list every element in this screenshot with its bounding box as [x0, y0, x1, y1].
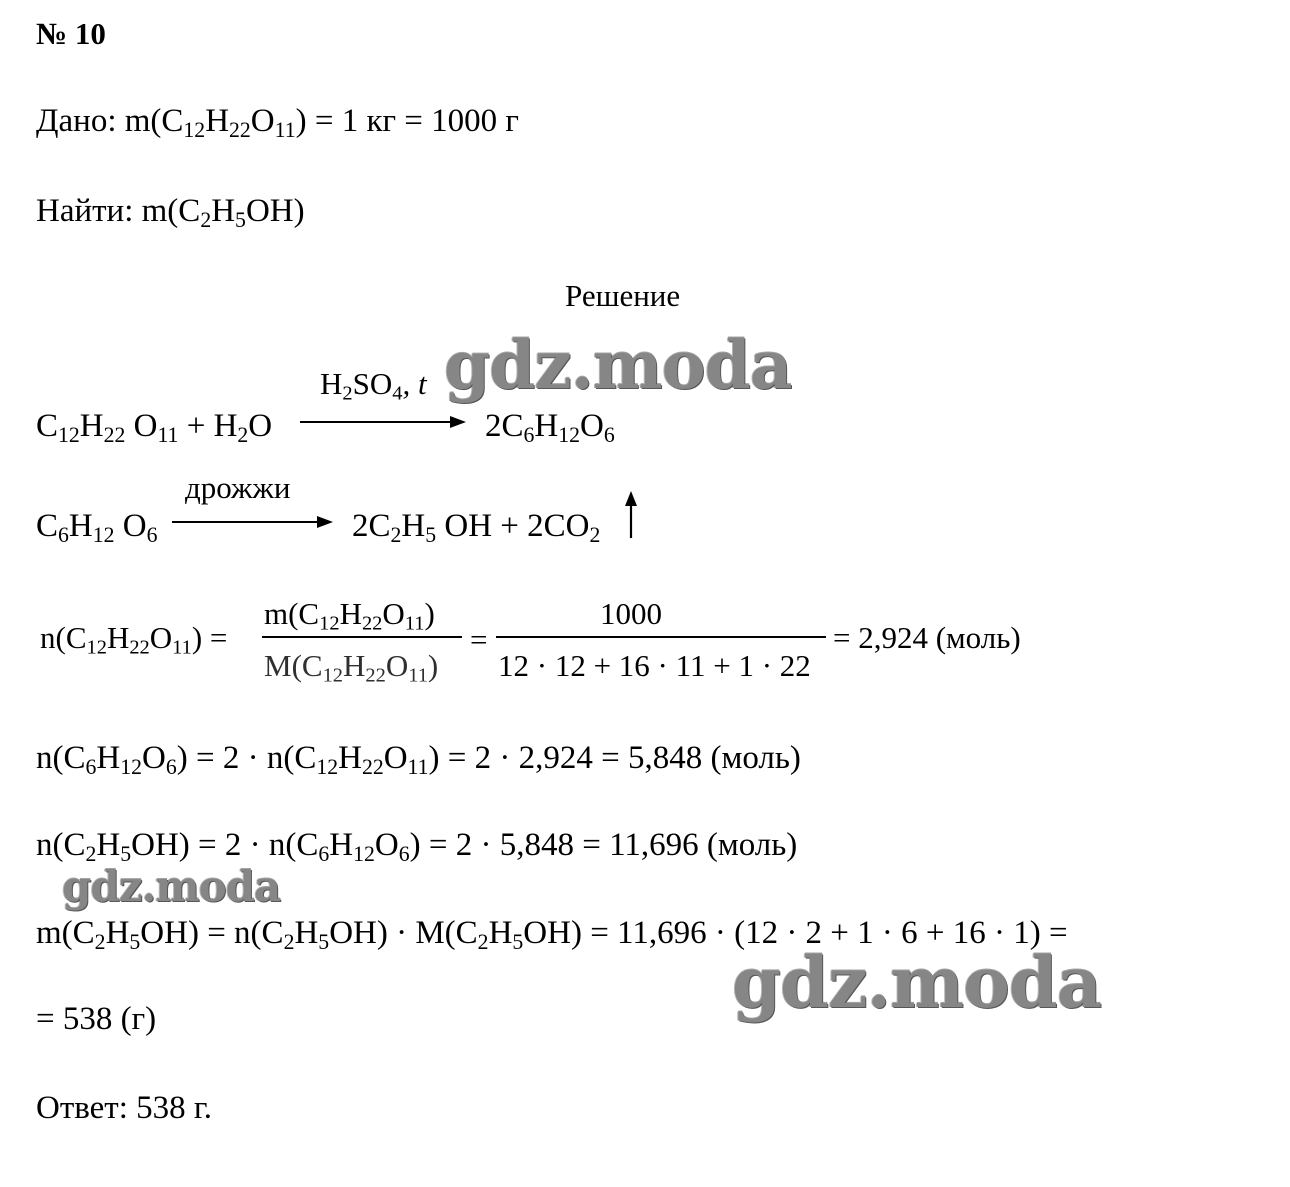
formula-part: n(C: [40, 620, 87, 655]
subscript: 2: [200, 208, 212, 233]
subscript: 12: [86, 636, 107, 659]
formula-part: H: [338, 740, 362, 776]
reaction1-condition: [320, 368, 427, 404]
calc4-continuation: = 538 (г): [36, 1001, 157, 1037]
formula-part: H: [488, 915, 513, 951]
formula-part: 2C: [352, 508, 391, 544]
watermark: gdz.moda: [62, 862, 281, 911]
formula-part: H: [401, 508, 426, 544]
formula-part: O: [125, 408, 158, 444]
subscript: 12: [92, 523, 115, 548]
calc1-denominator: [264, 650, 438, 686]
subscript: 5: [120, 842, 132, 867]
answer-line: Ответ: 538 г.: [36, 1090, 212, 1126]
formula-part: ) = 2 · n(C: [176, 740, 317, 776]
subscript: 5: [425, 523, 437, 548]
formula-part: H: [105, 915, 130, 951]
formula-part: H: [339, 596, 362, 631]
formula-part: H: [106, 620, 130, 655]
subscript: 12: [319, 612, 340, 635]
reaction1-lhs: [36, 410, 272, 447]
reaction2-lhs: [36, 510, 158, 547]
formula-part: C: [36, 508, 59, 544]
given-value: ) = 1 кг = 1000 г: [295, 103, 519, 139]
calc1-equals: =: [470, 622, 488, 657]
reaction2-arrow-icon: [172, 512, 337, 532]
subscript: 6: [165, 755, 177, 780]
reaction2-condition: дрожжи: [185, 470, 291, 505]
formula-part: 2C: [485, 408, 524, 444]
fraction-bar: [262, 636, 462, 638]
subscript: 12: [316, 755, 339, 780]
formula-part: m(C: [36, 915, 95, 951]
subscript: 12: [558, 423, 581, 448]
watermark: gdz.moda: [444, 326, 792, 404]
find-line: [36, 195, 305, 232]
calc1-result: = 2,924 (моль): [833, 620, 1021, 655]
fraction-bar: [496, 636, 826, 638]
calc1-denominator2: 12 · 12 + 16 · 11 + 1 · 22: [498, 648, 811, 683]
find-formula-part: m(C: [141, 193, 201, 229]
given-line: [36, 105, 519, 142]
subscript: 22: [103, 423, 126, 448]
subscript: 11: [408, 664, 428, 687]
formula-part: n(C: [36, 827, 86, 863]
watermark: gdz.moda: [732, 941, 1102, 1024]
subscript: 22: [229, 118, 251, 143]
condition-part: , t: [402, 366, 427, 401]
calc1-numerator2: 1000: [600, 596, 662, 631]
formula-part: H: [96, 740, 121, 776]
subscript: 12: [120, 755, 142, 780]
formula-part: O: [149, 620, 173, 655]
calc1-lhs: [40, 622, 227, 658]
subscript: 5: [512, 930, 524, 955]
formula-part: O: [385, 648, 409, 683]
subscript: 6: [146, 523, 158, 548]
subscript: 2: [283, 930, 295, 955]
formula-part: ): [427, 648, 439, 683]
subscript: 6: [398, 842, 410, 867]
formula-part: OH) · M(C: [329, 915, 478, 951]
formula-part: O: [580, 408, 604, 444]
calc1-numerator: [264, 598, 435, 634]
formula-part: OH) = 11,696 · (12 · 2 + 1 · 6 + 16 · 1) =: [523, 915, 1068, 951]
subscript: 11: [407, 755, 429, 780]
subscript: 6: [85, 755, 97, 780]
subscript: 6: [523, 423, 535, 448]
formula-part: O: [248, 408, 273, 444]
formula-part: O: [374, 827, 399, 863]
reaction1-rhs: [485, 410, 615, 447]
find-label: Найти:: [36, 193, 134, 229]
formula-part: OH) = 2 · n(C: [131, 827, 319, 863]
formula-part: ) =: [191, 620, 228, 655]
subscript: 5: [129, 930, 141, 955]
subscript: 2: [390, 523, 402, 548]
given-formula-part: H: [205, 103, 230, 139]
subscript: 22: [129, 636, 150, 659]
formula-part: H: [343, 648, 366, 683]
formula-part: H: [329, 827, 354, 863]
formula-part: H: [79, 408, 104, 444]
formula-part: H: [534, 408, 559, 444]
subscript: 2: [237, 423, 249, 448]
subscript: 12: [353, 842, 375, 867]
formula-part: O: [114, 508, 147, 544]
formula-part: O: [382, 596, 405, 631]
subscript: 22: [361, 755, 384, 780]
formula-part: OH + 2CO: [436, 508, 590, 544]
formula-part: H: [96, 827, 121, 863]
subscript: 2: [342, 382, 353, 405]
subscript: 5: [318, 930, 330, 955]
given-formula-part: O: [250, 103, 275, 139]
formula-part: O: [383, 740, 408, 776]
formula-part: ) = 2 · 2,924 = 5,848 (моль): [428, 740, 801, 776]
formula-part: OH) = n(C: [140, 915, 284, 951]
formula-part: m(C: [264, 596, 320, 631]
subscript: 11: [157, 423, 179, 448]
formula-part: C: [36, 408, 59, 444]
formula-part: H: [294, 915, 319, 951]
subscript: 11: [274, 118, 296, 143]
calc3-line: [36, 829, 797, 866]
reaction2-rhs: [352, 510, 600, 547]
subscript: 12: [58, 423, 80, 448]
subscript: 2: [85, 842, 97, 867]
subscript: 12: [183, 118, 206, 143]
subscript: 2: [94, 930, 106, 955]
calc2-line: [36, 742, 801, 779]
subscript: 5: [235, 208, 246, 233]
given-formula-part: m(C: [124, 103, 184, 139]
subscript: 6: [603, 423, 615, 448]
formula-part: ): [424, 596, 435, 631]
subscript: 12: [322, 664, 344, 687]
subscript: 11: [404, 612, 425, 635]
given-label: Дано:: [36, 103, 117, 139]
solution-title: Решение: [565, 278, 681, 313]
find-formula-part: OH): [245, 193, 305, 229]
formula-part: M(C: [264, 648, 323, 683]
condition-part: SO: [352, 366, 393, 401]
subscript: 22: [361, 612, 383, 635]
reaction1-arrow-icon: [300, 412, 470, 432]
condition-part: H: [320, 366, 343, 401]
formula-part: n(C: [36, 740, 86, 776]
subscript: 22: [365, 664, 386, 687]
gas-evolution-arrow-icon: [623, 490, 639, 540]
find-formula-part: H: [211, 193, 236, 229]
subscript: 11: [172, 636, 192, 659]
formula-part: H: [68, 508, 93, 544]
subscript: 2: [477, 930, 489, 955]
formula-part: + H: [178, 408, 238, 444]
subscript: 6: [318, 842, 330, 867]
formula-part: O: [142, 740, 166, 776]
subscript: 4: [392, 382, 403, 405]
subscript: 2: [589, 523, 601, 548]
subscript: 6: [58, 523, 69, 548]
formula-part: ) = 2 · 5,848 = 11,696 (моль): [409, 827, 798, 863]
problem-number: № 10: [36, 16, 106, 51]
